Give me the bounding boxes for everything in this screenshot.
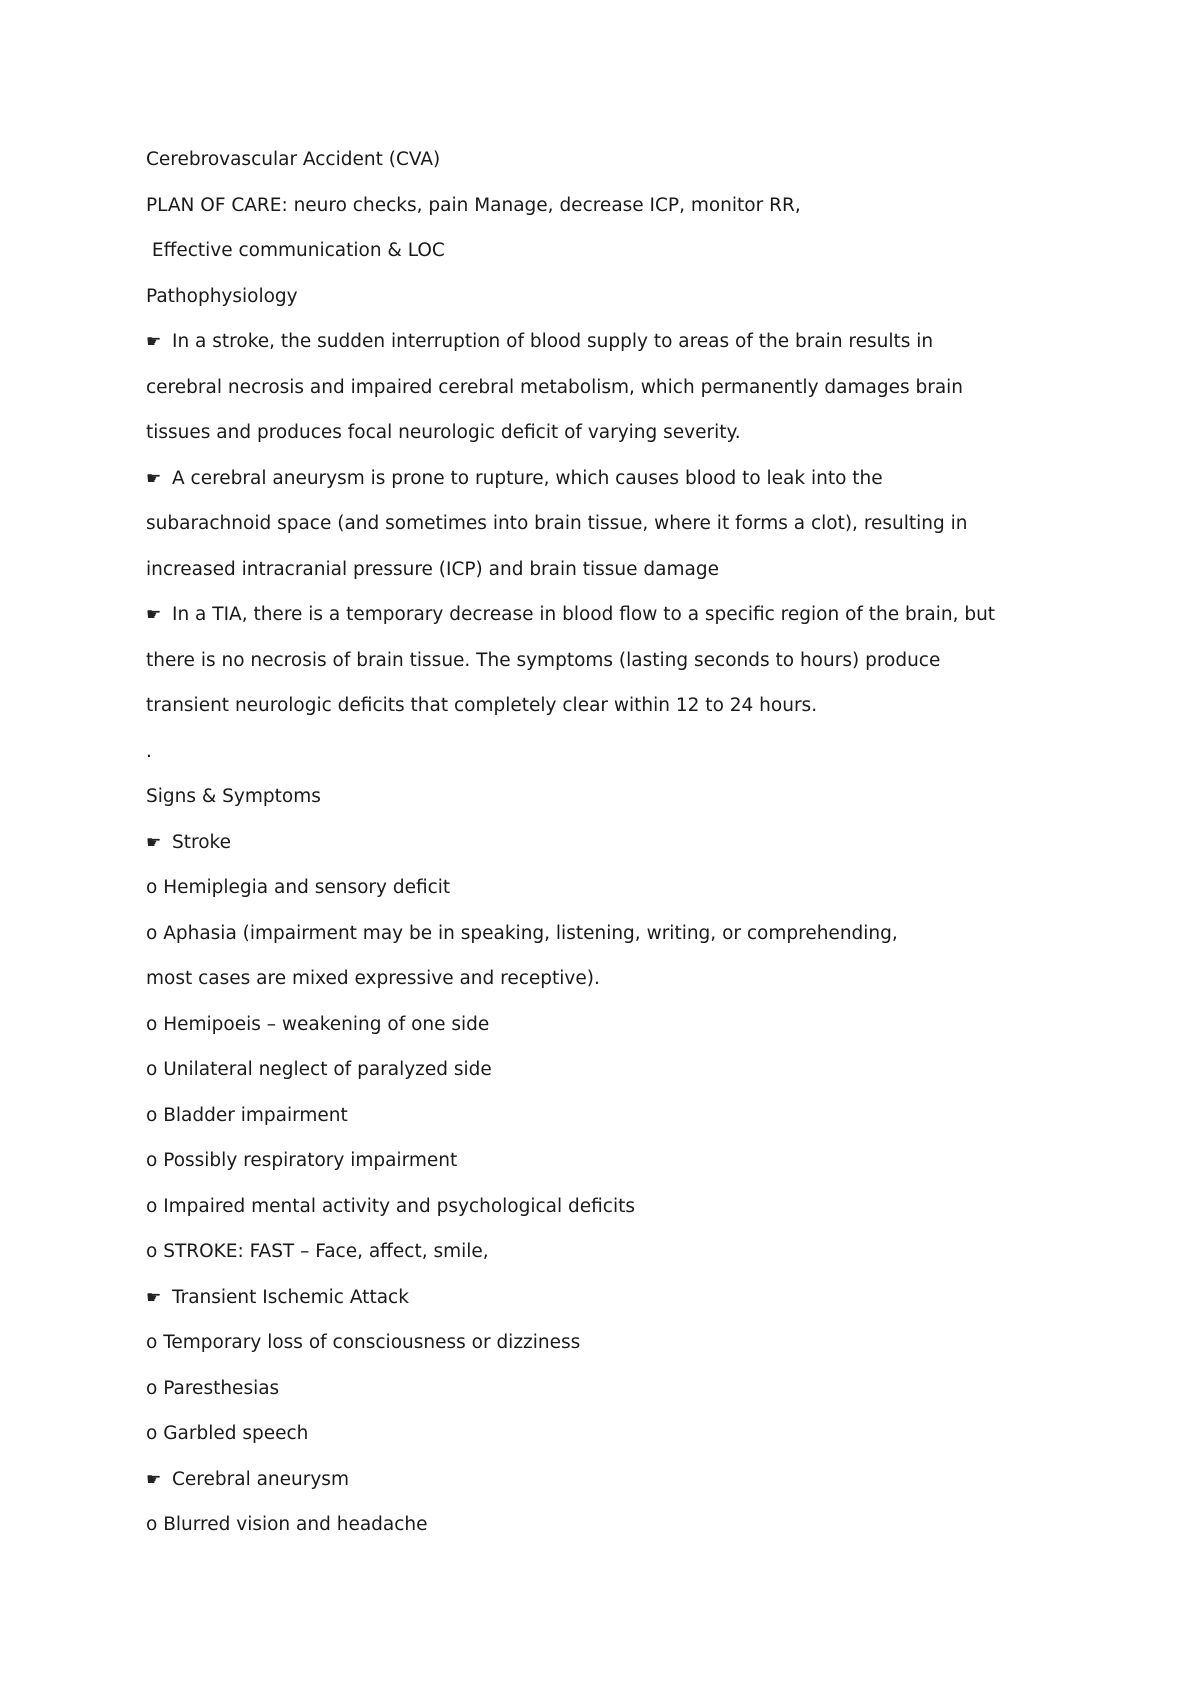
paragraph-text: In a stroke, the sudden interruption of blood supply to areas of the brain results in (172, 331, 934, 352)
pathophysiology-bullet-3 (146, 595, 1146, 641)
aneurysm-subheading (146, 1460, 1146, 1506)
paragraph-text: A cerebral aneurysm is prone to rupture, which causes blood to leak into the (172, 467, 883, 489)
paragraph-text: In a TIA, there is a temporary decrease in blood flow to a specific region of the brain, but (172, 604, 996, 625)
plan-of-care-line-2: Effective communication & LOC (146, 240, 445, 261)
paragraph-line: tissues and produces focal neurologic deficit of varying severity. (146, 422, 741, 443)
paragraph-line: there is no necrosis of brain tissue. The symptoms (lasting seconds to hours) produce (146, 649, 941, 671)
list-item: o Garbled speech (146, 1423, 309, 1444)
separator-dot: . (146, 740, 152, 762)
tia-subheading (146, 1278, 1146, 1324)
pathophysiology-heading: Pathophysiology (146, 285, 298, 307)
document-title: Cerebrovascular Accident (CVA) (146, 149, 441, 170)
list-item: o Hemipoeis – weakening of one side (146, 1013, 490, 1035)
paragraph-line: increased intracranial pressure (ICP) and brain tissue damage (146, 558, 719, 580)
list-item: o Temporary loss of consciousness or dizziness (146, 1332, 581, 1353)
paragraph-line: subarachnoid space (and sometimes into brain tissue, where it forms a clot), resulting in (146, 513, 968, 534)
list-item: o Possibly respiratory impairment (146, 1150, 458, 1171)
list-item: o Hemiplegia and sensory deficit (146, 877, 451, 898)
paragraph-line: transient neurologic deficits that completely clear within 12 to 24 hours. (146, 695, 818, 716)
pointing-hand-icon: ☛ (146, 1287, 162, 1308)
pointing-hand-icon: ☛ (146, 1469, 162, 1490)
list-item: o Bladder impairment (146, 1104, 348, 1126)
list-item: most cases are mixed expressive and receptive). (146, 968, 600, 989)
pathophysiology-bullet-1 (146, 322, 1146, 368)
document-body (146, 140, 1146, 1551)
pathophysiology-bullet-2 (146, 459, 1146, 505)
list-item: o STROKE: FAST – Face, affect, smile, (146, 1241, 489, 1262)
subheading-text: Stroke (172, 831, 231, 853)
list-item: o Blurred vision and headache (146, 1514, 428, 1535)
subheading-text: Transient Ischemic Attack (172, 1286, 409, 1308)
pointing-hand-icon: ☛ (146, 605, 162, 625)
paragraph-line: cerebral necrosis and impaired cerebral metabolism, which permanently damages brain (146, 376, 964, 398)
list-item: o Impaired mental activity and psychological deficits (146, 1195, 635, 1217)
list-item: o Unilateral neglect of paralyzed side (146, 1059, 492, 1080)
pointing-hand-icon: ☛ (146, 468, 162, 489)
pointing-hand-icon: ☛ (146, 832, 162, 853)
pointing-hand-icon: ☛ (146, 332, 162, 352)
plan-of-care-line-1: PLAN OF CARE: neuro checks, pain Manage, decrease ICP, monitor RR, (146, 194, 801, 216)
list-item: o Aphasia (impairment may be in speaking, listening, writing, or comprehending, (146, 922, 898, 944)
stroke-subheading (146, 823, 1146, 869)
signs-heading: Signs & Symptoms (146, 786, 321, 807)
subheading-text: Cerebral aneurysm (172, 1468, 349, 1490)
list-item: o Paresthesias (146, 1377, 280, 1399)
